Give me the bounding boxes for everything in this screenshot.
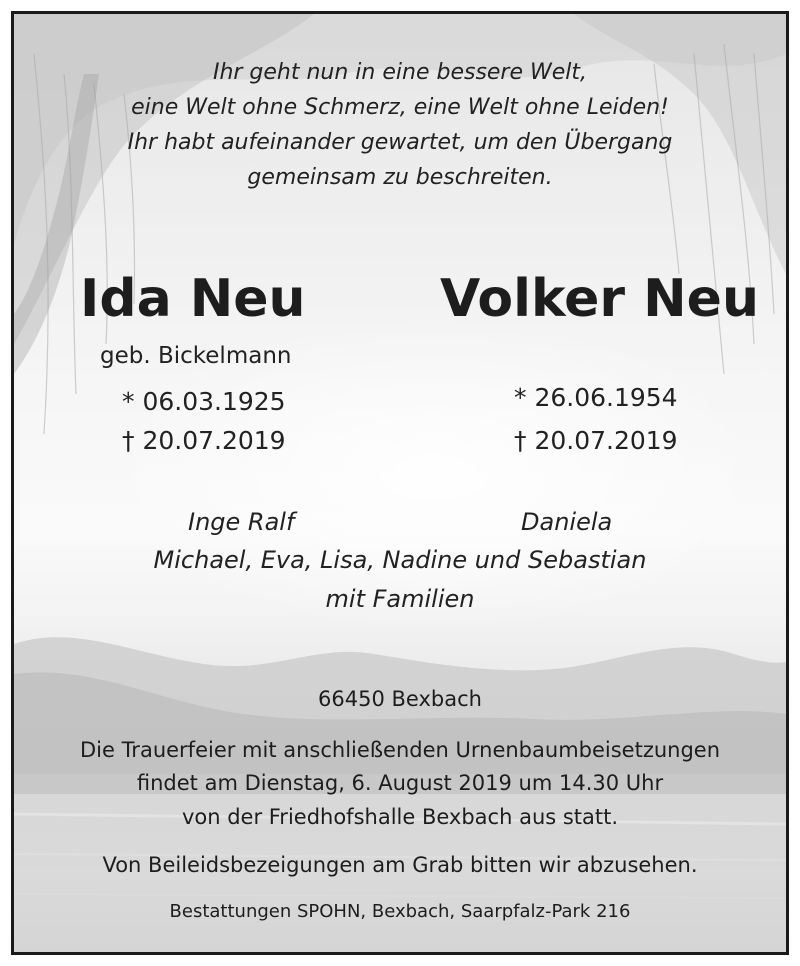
ceremony-line-3: von der Friedhofshalle Bexbach aus statt.: [181, 805, 619, 829]
mourners-left: Inge Ralf: [188, 508, 295, 536]
location: 66450 Bexbach: [318, 687, 482, 711]
mourners-families: mit Familien: [325, 585, 475, 613]
ceremony-line-2: findet am Dienstag, 6. August 2019 um 14.30 Uhr: [136, 771, 664, 795]
birth-name: geb. Bickelmann: [100, 343, 292, 369]
death-date-volker: † 20.07.2019: [514, 426, 678, 455]
condolence-request: Von Beileidsbezeigungen am Grab bitten wir abzusehen.: [102, 853, 698, 877]
death-date-ida: † 20.07.2019: [122, 426, 286, 455]
obituary-notice: [11, 11, 789, 955]
poem-line-4: gemeinsam zu beschreiten.: [247, 165, 553, 190]
birth-date-ida: * 06.03.1925: [122, 387, 286, 416]
deceased-name-ida: Ida Neu: [80, 269, 306, 329]
undertaker: Bestattungen SPOHN, Bexbach, Saarpfalz-Park 216: [169, 901, 631, 922]
mourners-right: Daniela: [521, 508, 613, 536]
poem-line-3: Ihr habt aufeinander gewartet, um den Übergang: [127, 130, 673, 155]
birth-date-volker: * 26.06.1954: [514, 383, 678, 412]
ceremony-line-1: Die Trauerfeier mit anschließenden Urnenbaumbeisetzungen: [79, 738, 721, 762]
poem-line-1: Ihr geht nun in eine bessere Welt,: [212, 60, 588, 85]
mourners-grandchildren: Michael, Eva, Lisa, Nadine und Sebastian: [153, 546, 647, 574]
poem-line-2: eine Welt ohne Schmerz, eine Welt ohne Leiden!: [131, 95, 669, 120]
deceased-name-volker: Volker Neu: [440, 269, 759, 329]
